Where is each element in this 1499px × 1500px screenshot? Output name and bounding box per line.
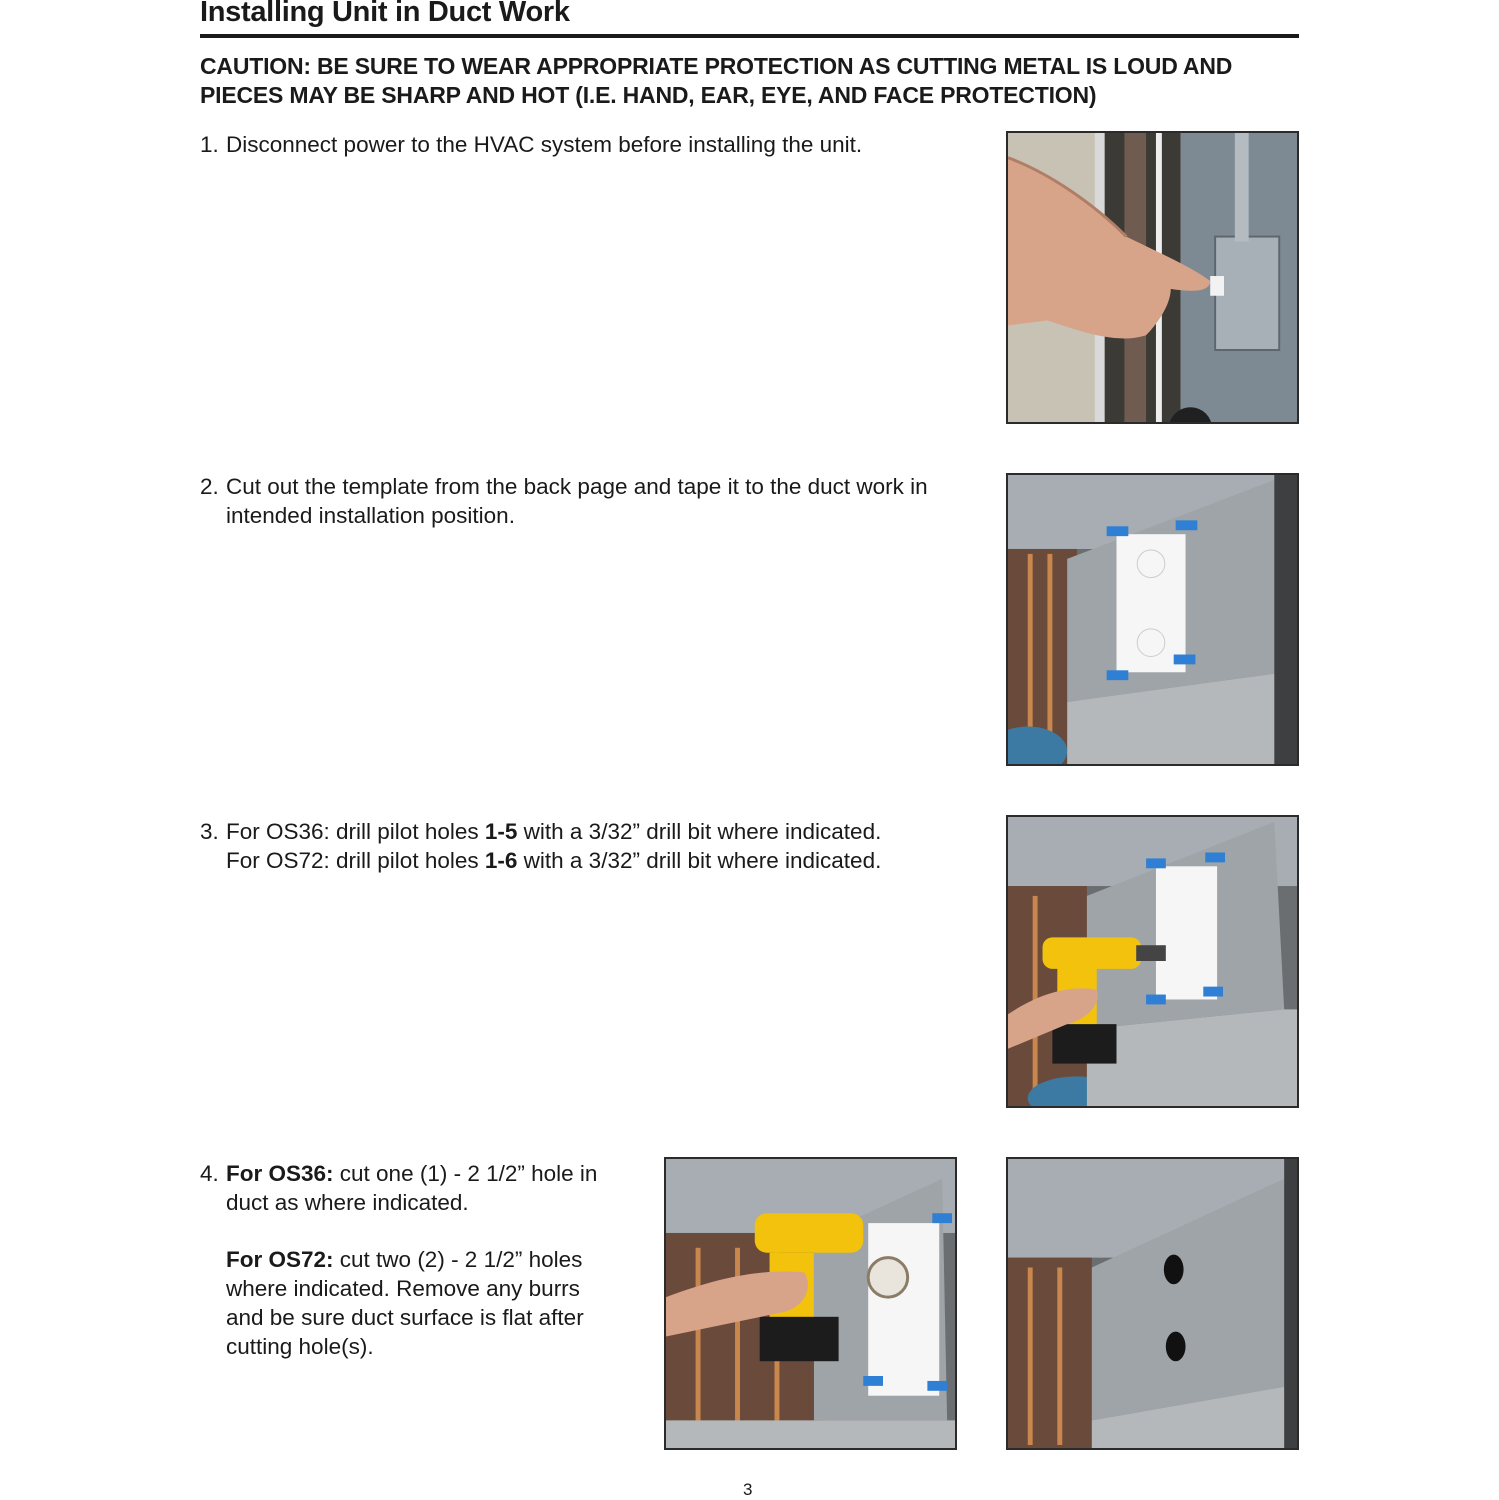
step-4-os72-label: For OS72: — [226, 1247, 334, 1272]
step-1-text: Disconnect power to the HVAC system before installing the unit. — [226, 132, 863, 157]
step-4 — [200, 1159, 597, 1361]
photo-disconnect-power — [1006, 131, 1299, 424]
photo-template-taped — [1006, 473, 1299, 766]
step-3-os72-text: For OS72: drill pilot holes — [226, 848, 485, 873]
step-4-number: 4. — [200, 1161, 219, 1186]
step-1 — [200, 130, 862, 159]
step-4-os72-line-3: and be sure duct surface is flat after — [226, 1305, 584, 1330]
photo-drill-pilot-holes — [1006, 815, 1299, 1108]
step-3 — [200, 817, 881, 875]
step-3-line-2 — [200, 846, 881, 875]
step-3-os36-text: For OS36: drill pilot holes — [226, 819, 485, 844]
step-4-os72-line-4: cutting hole(s). — [226, 1334, 374, 1359]
step-4-os36-line-1 — [200, 1159, 597, 1188]
step-3-number: 3. — [200, 819, 219, 844]
step-3-os72-bit: with a 3/32” drill bit where indicated. — [517, 848, 882, 873]
step-4-os72-line-1 — [200, 1245, 597, 1274]
step-2 — [200, 472, 928, 530]
title-rule — [200, 34, 1299, 38]
caution-line-2: PIECES MAY BE SHARP AND HOT (I.E. HAND, EAR, EYE, AND FACE PROTECTION) — [200, 82, 1097, 108]
step-1-number: 1. — [200, 132, 219, 157]
caution-notice — [200, 52, 1300, 110]
step-2-line-1: Cut out the template from the back page and tape it to the duct work in — [226, 474, 928, 499]
step-4-os36-line-2: duct as where indicated. — [226, 1190, 469, 1215]
step-3-os36-holes: 1-5 — [484, 819, 518, 844]
caution-line-1: CAUTION: BE SURE TO WEAR APPROPRIATE PROTECTION AS CUTTING METAL IS LOUD AND — [200, 53, 1233, 79]
photo-cutting-hole — [664, 1157, 957, 1450]
step-4-os36-label: For OS36: — [226, 1161, 334, 1186]
page-number: 3 — [743, 1480, 753, 1499]
page-title: Installing Unit in Duct Work — [200, 0, 570, 28]
step-2-number: 2. — [200, 474, 219, 499]
step-3-os72-holes: 1-6 — [484, 848, 518, 873]
photo-finished-holes — [1006, 1157, 1299, 1450]
step-3-line-1 — [200, 817, 881, 846]
step-2-line-2: intended installation position. — [226, 503, 515, 528]
step-4-os36-text: cut one (1) - 2 1/2” hole in — [333, 1161, 598, 1186]
step-4-os72-line-2: where indicated. Remove any burrs — [226, 1276, 580, 1301]
step-3-os36-bit: with a 3/32” drill bit where indicated. — [517, 819, 882, 844]
step-4-os72-text: cut two (2) - 2 1/2” holes — [333, 1247, 583, 1272]
manual-page — [200, 0, 1300, 1499]
